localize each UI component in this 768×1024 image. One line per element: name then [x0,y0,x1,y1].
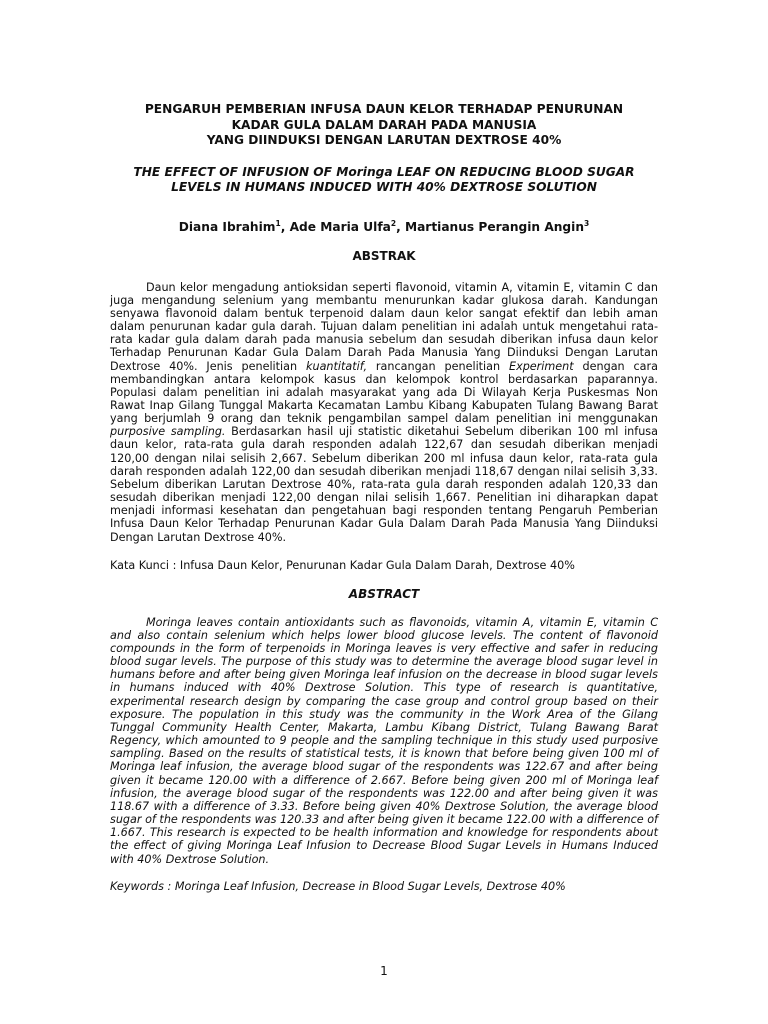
title-indonesian [110,102,658,149]
abstrak-text-1: Daun kelor mengadung antioksidan seperti flavonoid, vitamin A, vitamin E, vitamin C dan juga mengandung selenium yang membantu menurunkan kadar glukosa darah. Kandungan senyawa flavonoid dalam bentuk terpenoid dalam daun kelor sangat efektif dan lebih aman dalam penurunan kadar gula darah. Tujuan dalam penelitian ini adalah untuk mengetahui rata-rata kadar gula dalam darah pada manusia sebelum dan sesudah diberikan infusa daun kelor Terhadap Penurunan Kadar Gula Dalam Darah Pada Manusia Yang Diinduksi Dengan Larutan Dextrose 40%. Jenis penelitian [110,280,658,373]
title-english [110,165,658,196]
abstrak-body [110,281,658,544]
keywords-english: Keywords : Moringa Leaf Infusion, Decrease in Blood Sugar Levels, Dextrose 40% [110,879,566,893]
abstrak-heading: ABSTRAK [352,248,416,263]
title-id-line-3: YANG DIINDUKSI DENGAN LARUTAN DEXTROSE 40% [206,133,562,147]
title-en-line-1c: LEAF ON REDUCING BLOOD SUGAR [392,164,635,179]
paper-page [110,102,658,894]
title-en-line-2: LEVELS IN HUMANS INDUCED WITH 40% DEXTROSE SOLUTION [171,180,597,194]
author-separator: , [280,219,290,234]
author-2-affiliation: 2 [390,218,397,228]
title-en-line-1a: THE EFFECT OF INFUSION OF [133,164,337,179]
title-id-line-2: KADAR GULA DALAM DARAH PADA MANUSIA [231,117,537,132]
author-1: Diana Ibrahim [178,219,276,234]
page-number: 1 [380,964,388,978]
author-list [110,216,658,235]
abstrak-text-2: rancangan penelitian [367,359,509,373]
abstrak-emphasis-1: kuantitatif, [306,359,368,373]
kata-kunci: Kata Kunci : Infusa Daun Kelor, Penurunan Kadar Gula Dalam Darah, Dextrose 40% [110,558,575,572]
author-separator: , [396,219,405,234]
abstract-body [110,616,658,866]
author-3-affiliation: 3 [584,218,590,228]
abstract-text: Moringa leaves contain antioxidants such as flavonoids, vitamin A, vitamin E, vitamin C and also contain selenium which helps lower blood glucose levels. The content of flavonoid compounds in the form of terpenoids in Moringa leaves is very effective and safer in reducing blood sugar levels. The purpose of this study was to determine the average blood sugar level in humans before and after being given Moringa leaf infusion on the decrease in blood sugar levels in humans induced with 40% Dextrose Solution. This type of research is quantitative, experimental research design by comparing the case group and control group based on their exposure. The population in this study was the community in the Work Area of the Gilang Tunggal Community Health Center, Makarta, Lambu Kibang District, Tulang Bawang Barat Regency, which amounted to 9 people and the sampling technique in this study used purposive sampling. Based on the results of statistical tests, it is known that before being given 100 ml of Moringa leaf infusion, the average blood sugar of the respondents was 122.67 and after being given it became 120.00 with a difference of 2.667. Before being given 200 ml of Moringa leaf infusion, the average blood sugar of the respondents was 122.00 and after being given it was 118.67 with a difference of 3.33. Before being given 40% Dextrose Solution, the average blood sugar of the respondents was 120.33 and after being given it became 122.00 with a difference of 1.667. This research is expected to be health information and knowledge for respondents about the effect of giving Moringa Leaf Infusion to Decrease Blood Sugar Levels in Humans Induced with 40% Dextrose Solution. [110,615,658,866]
abstract-heading: ABSTRACT [348,586,420,601]
title-en-moringa: Moringa [336,164,393,179]
abstrak-text-3: dengan cara membandingkan antara kelompok kasus dan kelompok kontrol berdasarkan paparannya. Populasi dalam penelitian ini adalah masyarakat yang ada Di Wilayah Kerja Puskesmas Non Rawat Inap Gilang Tunggal Makarta Kecamatan Lambu Kibang Kabupaten Tulang Bawang Barat yang berjumlah 9 orang dan teknik pengambilan sampel dalam penelitian ini menggunakan [110,359,658,426]
abstrak-text-4: Berdasarkan hasil uji statistic diketahui Sebelum diberikan 100 ml infusa daun kelor, rata-rata gula darah responden adalah 122,67 dan sesudah diberikan menjadi 120,00 dengan nilai selisih 2,667. Sebelum diberikan 200 ml infusa daun kelor, rata-rata gula darah responden adalah 122,00 dan sesudah diberikan menjadi 118,67 dengan nilai selisih 3,33. Sebelum diberikan Larutan Dextrose 40%, rata-rata gula darah responden adalah 120,33 dan sesudah diberikan menjadi 122,00 dengan nilai selisih 1,667. Penelitian ini diharapkan dapat menjadi informasi kesehatan dan pengetahuan bagi responden tentang Pengaruh Pemberian Infusa Daun Kelor Terhadap Penurunan Kadar Gula Dalam Darah Pada Manusia Yang Diinduksi Dengan Larutan Dextrose 40%. [110,425,658,544]
author-1-affiliation: 1 [275,218,281,228]
author-3: Martianus Perangin Angin [404,219,585,234]
abstrak-emphasis-3: purposive sampling. [110,425,226,439]
title-id-line-1: PENGARUH PEMBERIAN INFUSA DAUN KELOR TERHADAP PENURUNAN [144,102,624,116]
abstrak-emphasis-2: Experiment [509,359,574,373]
author-2: Ade Maria Ulfa [289,219,391,234]
